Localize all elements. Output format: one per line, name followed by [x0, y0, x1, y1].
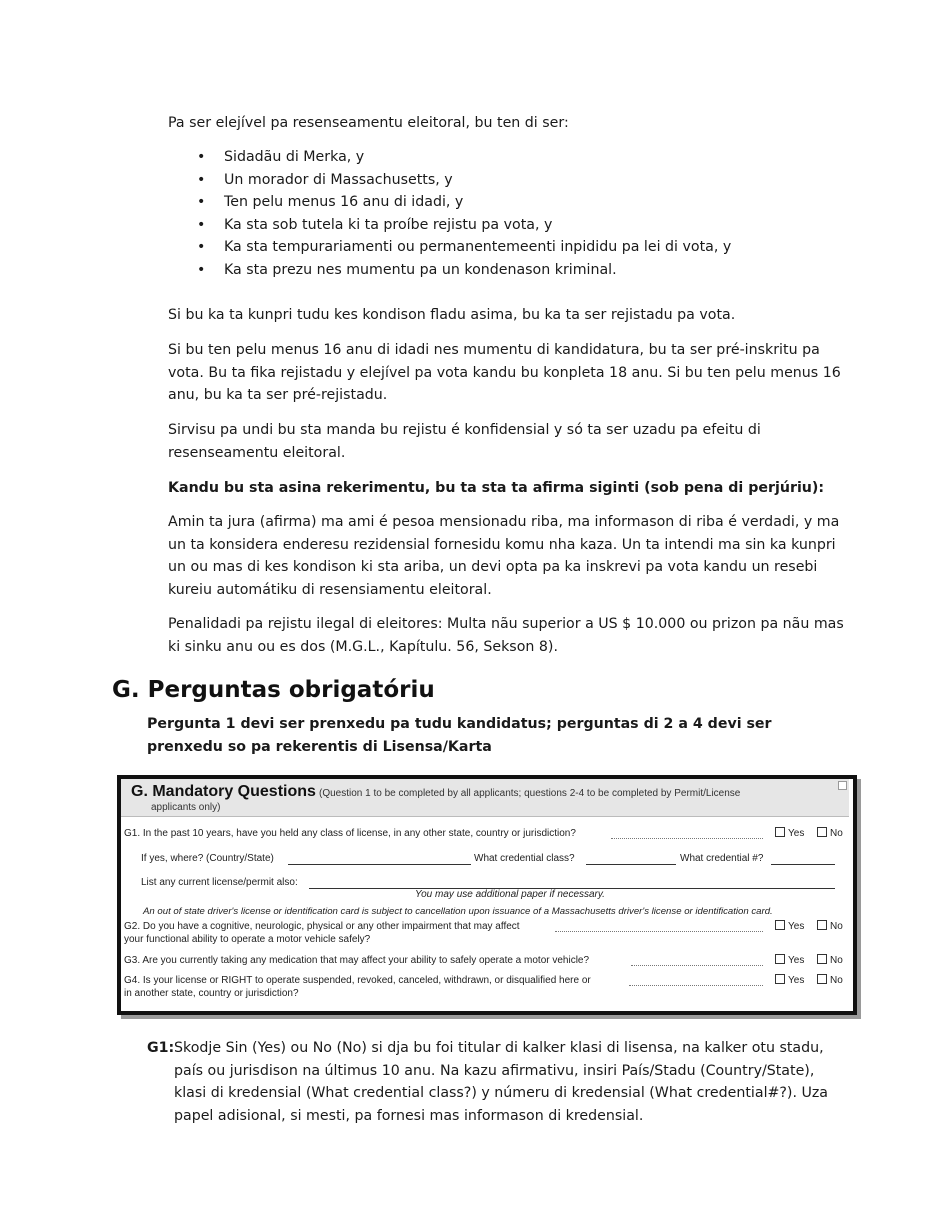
bullet-item	[168, 169, 848, 192]
checkbox-icon[interactable]	[817, 827, 827, 837]
bullet-item	[168, 259, 848, 282]
g2-yes[interactable]: Yes	[775, 920, 804, 932]
bullet-text: Sidadãu di Merka, y	[224, 149, 365, 165]
bullet-icon: •	[197, 171, 206, 188]
checkbox-icon[interactable]	[817, 954, 827, 964]
para-not-eligible: Si bu ka ta kunpri tudu kes kondison fladu asima, bu ka ta ser rejistadu pa vota.	[168, 307, 736, 323]
g1-no[interactable]: No	[817, 827, 843, 839]
g4-no[interactable]: No	[817, 974, 843, 986]
dot-leader	[631, 965, 763, 966]
checkbox-icon[interactable]	[775, 920, 785, 930]
bullet-icon: •	[197, 239, 206, 256]
bullet-icon: •	[197, 194, 206, 211]
question-g4-continued: in another state, country or jurisdiction?	[124, 988, 299, 999]
checkbox-icon[interactable]	[775, 827, 785, 837]
bullet-text: Ka sta sob tutela ki ta proíbe rejistu pa vota, y	[224, 216, 553, 233]
bullet-list	[168, 146, 848, 282]
checkbox-icon[interactable]	[817, 920, 827, 930]
eligibility-intro: Pa ser elejível pa resenseamentu eleitoral, bu ten di ser:	[168, 115, 569, 131]
g1-explain-text: Skodje Sin (Yes) ou No (No) si dja bu foi titular di kalker klasi di lisensa, na kalker otu stadu, país ou jurisdison na últimus 10 anu. Na kazu afirmativu, insiri País/Stadu (Country/State), klasi di kredensial (What credential class?) y númeru di kredensial (What credential#?). Uza papel adisional, si mesti, pa fornesi mas informason di kredensial.	[174, 1040, 829, 1124]
g1-explain-label: G1:	[147, 1040, 175, 1056]
bullet-icon: •	[197, 261, 206, 278]
out-of-state-note: An out of state driver's license or identification card is subject to cancellation upon issuance of a Massachusetts driver's license or identification card.	[143, 906, 773, 917]
eligibility-section	[168, 112, 848, 135]
bullet-item	[168, 214, 848, 237]
bullet-item	[168, 236, 848, 259]
credential-class-field[interactable]	[586, 864, 676, 865]
bullet-text: Ka sta tempurariamenti ou permanentemeenti inpididu pa lei di vota, y	[224, 239, 732, 256]
form-title: G. Mandatory Questions	[131, 783, 316, 800]
checkbox-icon[interactable]	[817, 974, 827, 984]
g3-yes[interactable]: Yes	[775, 954, 804, 966]
section-g-heading: G. Perguntas obrigatóriu	[112, 677, 435, 703]
checkbox-icon[interactable]	[775, 974, 785, 984]
para-confidential: Sirvisu pa undi bu sta manda bu rejistu é konfidensial y só ta ser uzadu pa efeitu di resenseamentu eleitoral.	[168, 422, 761, 461]
form-note: (Question 1 to be completed by all applicants; questions 2-4 to be completed by Permit/License	[319, 788, 741, 799]
credential-number-label: What credential #?	[680, 853, 764, 864]
dot-leader	[555, 931, 763, 932]
additional-paper-note: You may use additional paper if necessary.	[415, 889, 605, 900]
bullet-icon: •	[197, 216, 206, 233]
g2-no[interactable]: No	[817, 920, 843, 932]
mandatory-questions-form	[117, 775, 857, 1015]
affirm-heading: Kandu bu sta asina rekerimentu, bu ta sta ta afirma siginti (sob pena di perjúriu):	[168, 480, 825, 496]
affirm-text: Amin ta jura (afirma) ma ami é pesoa mensionadu riba, ma informason di riba é verdadi, y ma un ta konsidera enderesu rezidensial fornesidu komu nha kaza. Un ta intendi ma sin ka kunpri un ou mas di kes kondison ki sta ariba, un devi opta pa ka inskrevi pa vota kandu un resebi kureiu automátiku di resensiamentu eleitoral.	[168, 514, 840, 598]
bullet-item	[168, 191, 848, 214]
eligibility-list	[168, 146, 848, 282]
penalty-text: Penalidadi pa rejistu ilegal di eleitores: Multa nãu superior a US $ 10.000 ou prizon pa nãu mas ki sinku anu ou es dos (M.G.L., Kapítulu. 56, Sekson 8).	[168, 616, 844, 655]
bullet-text: Ka sta prezu nes mumentu pa un kondenason kriminal.	[224, 261, 617, 278]
corner-square-icon	[838, 781, 847, 790]
bullet-text: Un morador di Massachusetts, y	[224, 171, 453, 188]
where-field[interactable]	[288, 864, 471, 865]
where-label: If yes, where? (Country/State)	[141, 853, 274, 864]
question-g2-continued: your functional ability to operate a motor vehicle safely?	[124, 934, 371, 945]
checkbox-icon[interactable]	[775, 954, 785, 964]
bullet-icon: •	[197, 149, 206, 165]
credential-number-field[interactable]	[771, 864, 835, 865]
section-g-intro: Pergunta 1 devi ser prenxedu pa tudu kandidatus; perguntas di 2 a 4 devi ser prenxedu so pa rekerentis di Lisensa/Karta	[147, 716, 772, 755]
form-header	[121, 779, 849, 817]
bullet-item	[168, 146, 848, 169]
g1-yes[interactable]: Yes	[775, 827, 804, 839]
dot-leader	[611, 838, 763, 839]
question-g4: G4. Is your license or RIGHT to operate suspended, revoked, canceled, withdrawn, or disqualified here or	[124, 975, 591, 986]
list-current-label: List any current license/permit also:	[141, 877, 298, 888]
credential-class-label: What credential class?	[474, 853, 575, 864]
bullet-text: Ten pelu menus 16 anu di idadi, y	[224, 194, 464, 211]
para-preregistration: Si bu ten pelu menus 16 anu di idadi nes mumentu di kandidatura, bu ta ser pré-inskritu pa vota. Bu ta fika rejistadu y elejível pa vota kandu bu konpleta 18 anu. Si bu ten pelu menus 16 anu, bu ka ta ser pré-rejistadu.	[168, 342, 841, 403]
form-note-continued: applicants only)	[151, 802, 221, 813]
question-g3: G3. Are you currently taking any medication that may affect your ability to safely operate a motor vehicle?	[124, 955, 590, 966]
question-g2: G2. Do you have a cognitive, neurologic, physical or any other impairment that may affect	[124, 921, 520, 932]
g4-yes[interactable]: Yes	[775, 974, 804, 986]
g3-no[interactable]: No	[817, 954, 843, 966]
question-g1: G1. In the past 10 years, have you held any class of license, in any other state, country or jurisdiction?	[124, 828, 576, 839]
dot-leader	[629, 985, 763, 986]
